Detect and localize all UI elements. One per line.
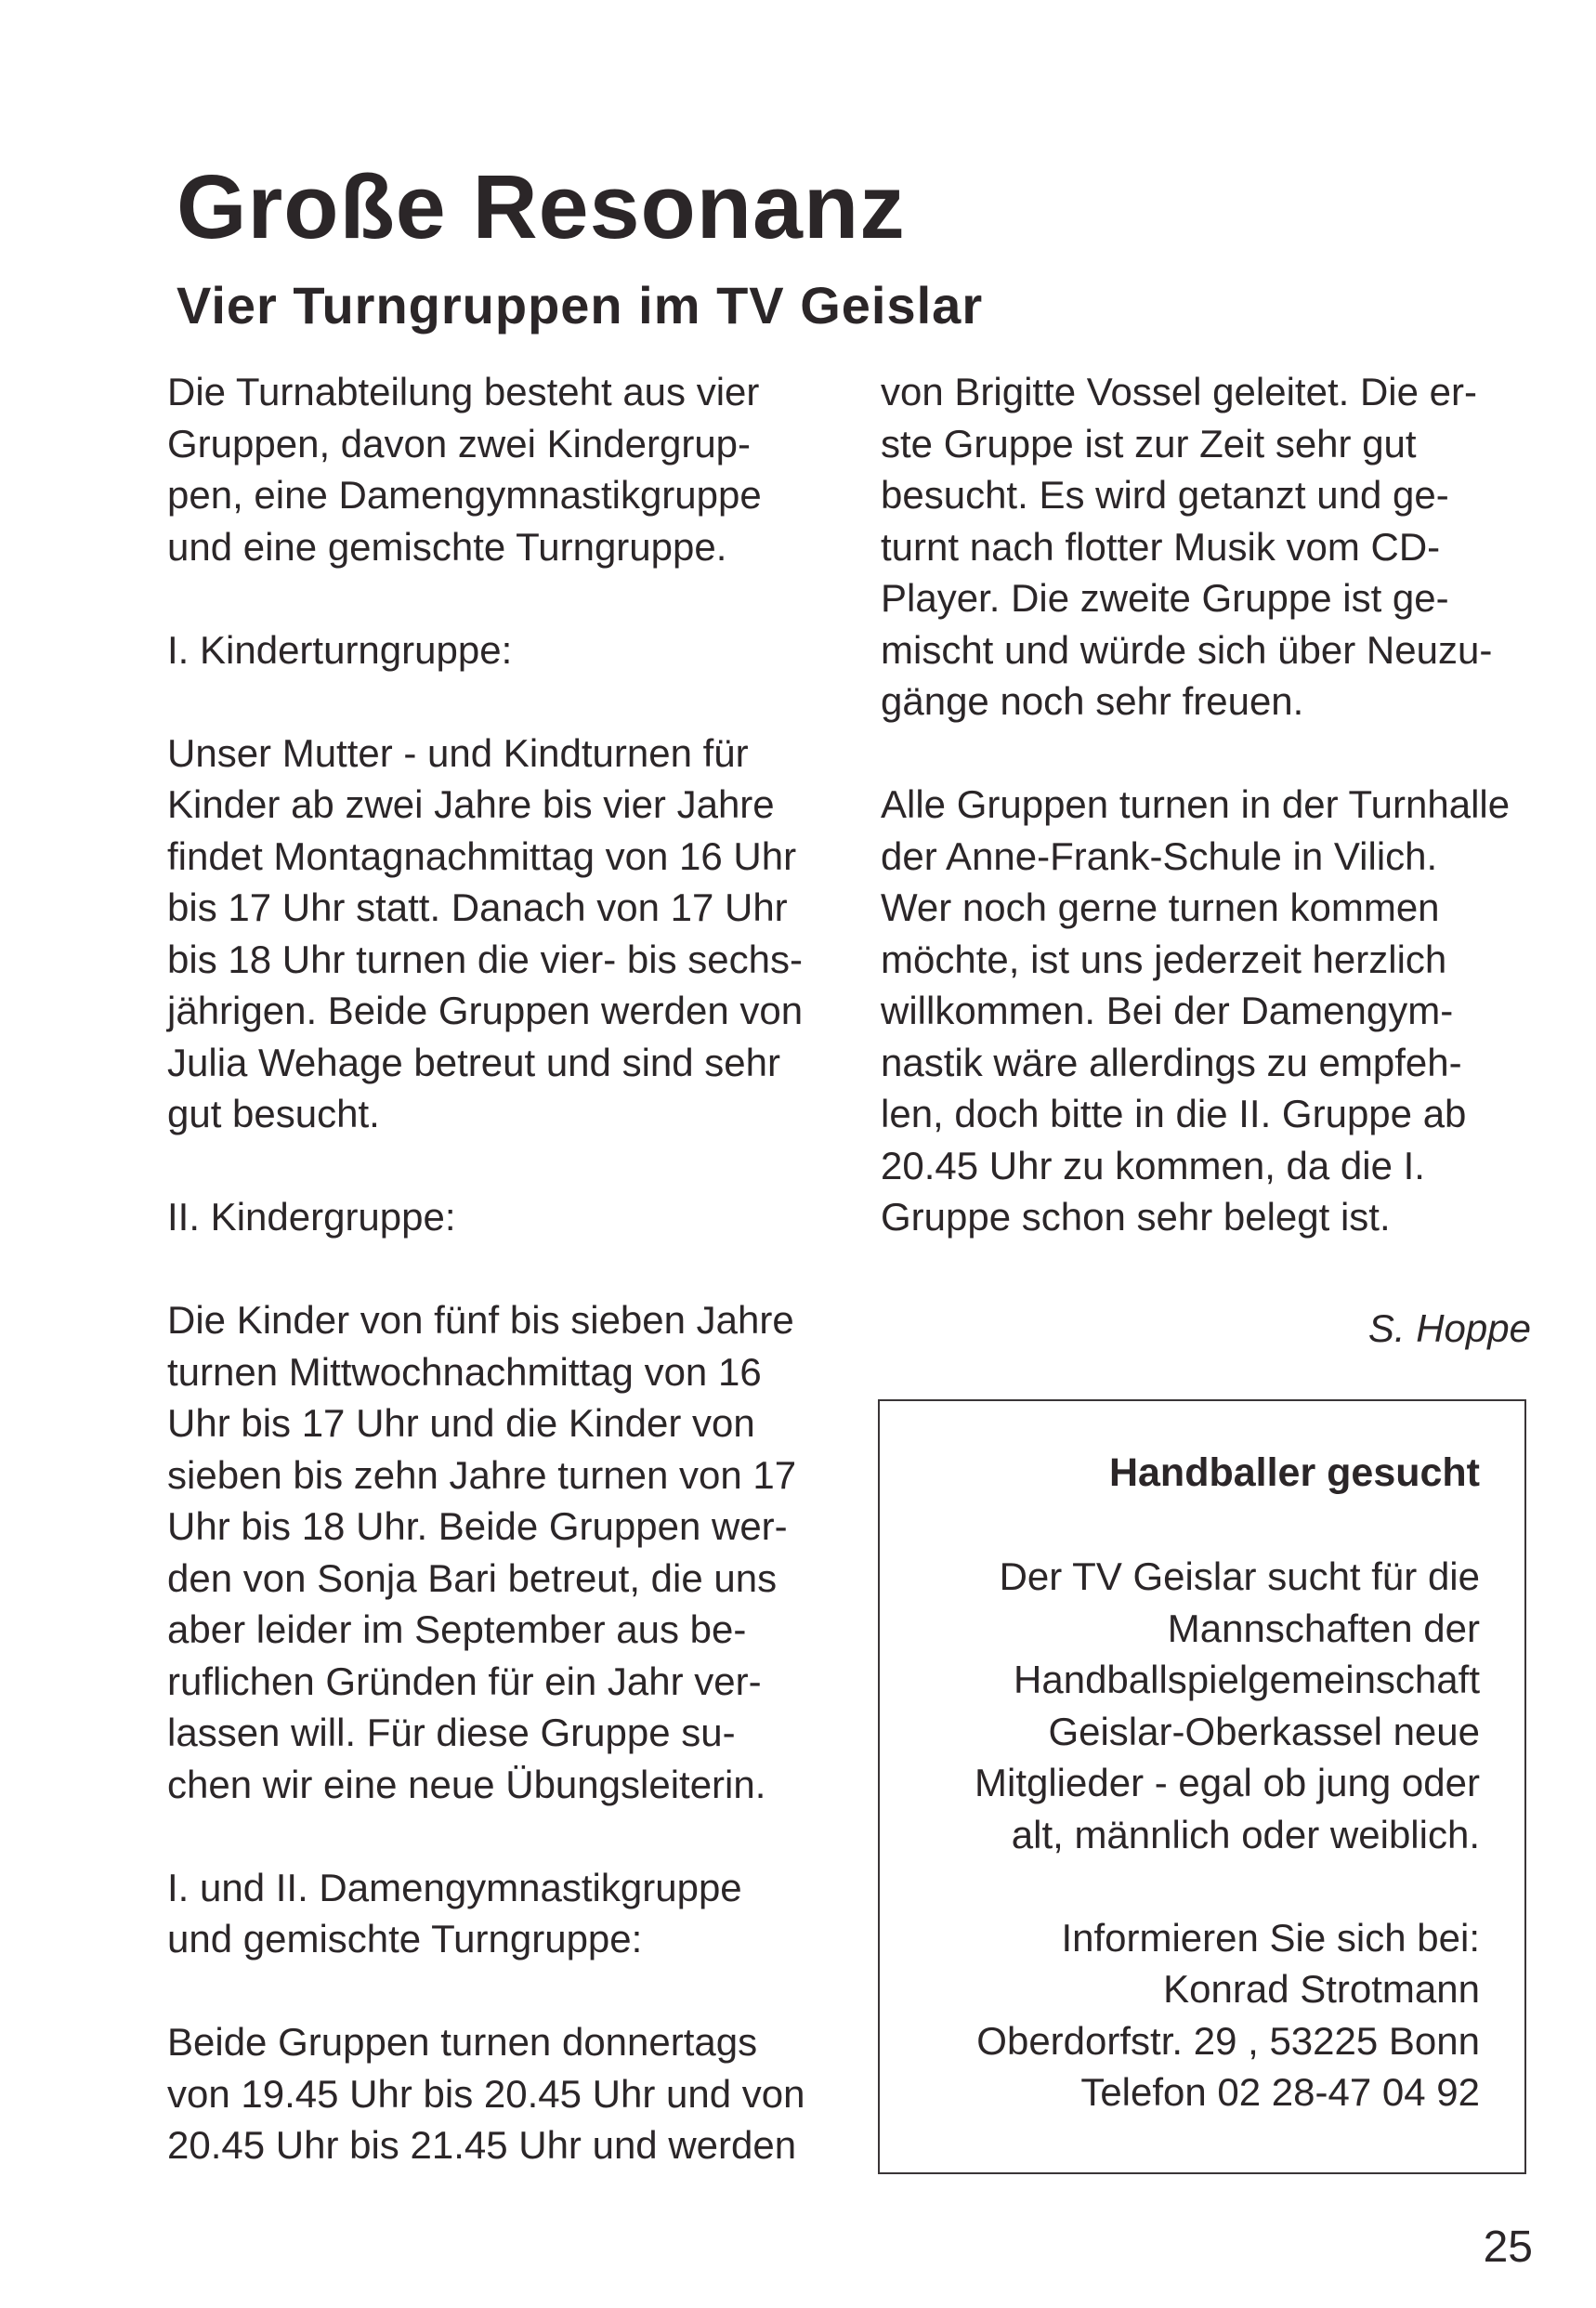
author-signature: S. Hoppe xyxy=(1367,1306,1531,1350)
section-heading-kindergruppe: II. Kindergruppe: xyxy=(167,1195,456,1239)
section-heading-kinderturngruppe: I. Kinderturngruppe: xyxy=(167,627,513,672)
article-right-column xyxy=(881,366,1533,1243)
paragraph-intro: Die Turnabteilung besteht aus vier Gruppen, davon zwei Kindergrup- pen, eine Damengymnastikgruppe und eine gemischte Turngruppe. xyxy=(167,370,762,569)
notice-text: Der TV Geislar sucht für die Mannschaften der Handballspielgemeinschaft Geislar-Oberkassel neue Mitglieder - egal ob jung oder alt, männlich oder weiblich. xyxy=(975,1554,1480,1856)
paragraph-location: Alle Gruppen turnen in der Turnhalle der Anne-Frank-Schule in Vilich. Wer noch gerne turnen kommen möchte, ist uns jederzeit herzlich willkommen. Bei der Damengym- nastik wäre allerdings zu empfeh- len, doch bitte in die II. Gruppe ab 20.45 Uhr zu kommen, da die I. Gruppe schon sehr belegt ist. xyxy=(881,782,1511,1239)
notice-contact: Informieren Sie sich bei: Konrad Strotmann Oberdorfstr. 29 , 53225 Bonn Telefon 02 28-47 04 92 xyxy=(976,1915,1480,2114)
article-left-column xyxy=(167,366,831,2171)
paragraph-continuation: von Brigitte Vossel geleitet. Die er- ste Gruppe ist zur Zeit sehr gut besucht. Es wird getanzt und ge- turnt nach flotter Musik vom CD- Player. Die zweite Gruppe ist ge- mischt und würde sich über Neuzu- gänge noch sehr freuen. xyxy=(881,370,1493,723)
article-subheadline: Vier Turngruppen im TV Geislar xyxy=(177,276,984,334)
notice-content xyxy=(885,1448,1480,2118)
paragraph-kindergruppe: Die Kinder von fünf bis sieben Jahre turnen Mittwochnachmittag von 16 Uhr bis 17 Uhr und die Kinder von sieben bis zehn Jahre turnen von 17 Uhr bis 18 Uhr. Beide Gruppen wer- den von Sonja Bari betreut, die uns aber leider im September aus be- ruflichen Gründen für ein Jahr ver- lassen will. Für diese Gruppe su- chen wir eine neue Übungsleiterin. xyxy=(167,1298,797,1806)
handball-notice-box xyxy=(878,1399,1526,2174)
page-number: 25 xyxy=(1483,2223,1533,2272)
paragraph-damengymnastik: Beide Gruppen turnen donnertags von 19.45 Uhr bis 20.45 Uhr und von 20.45 Uhr bis 21.45 Uhr und werden xyxy=(167,2020,805,2167)
article-headline: Große Resonanz xyxy=(177,156,906,257)
notice-title: Handballer gesucht xyxy=(1108,1450,1480,1495)
paragraph-kinderturngruppe: Unser Mutter - und Kindturnen für Kinder ab zwei Jahre bis vier Jahre findet Montagnachmittag von 16 Uhr bis 17 Uhr statt. Danach von 17 Uhr bis 18 Uhr turnen die vier- bis sechs- jährigen. Beide Gruppen werden von Julia Wehage betreut und sind sehr gut besucht. xyxy=(167,730,804,1135)
section-heading-damengymnastik: I. und II. Damengymnastikgruppe und gemischte Turngruppe: xyxy=(167,1865,742,1960)
